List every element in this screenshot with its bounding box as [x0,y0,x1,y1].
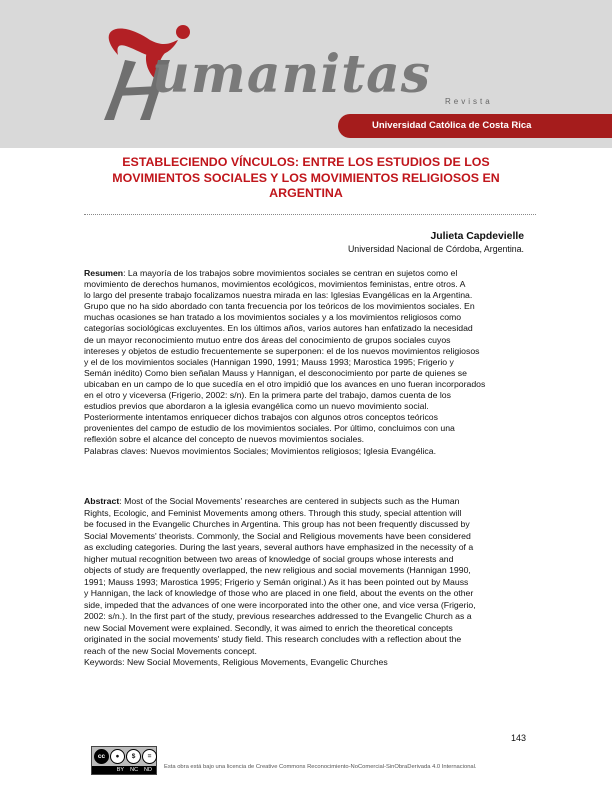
abstract-line: originated in the social movements' study field. This research concludes with a reflection about the [84,634,462,644]
cc-icon: cc [94,749,109,764]
logo-wordmark: umanitas [152,44,432,105]
author-name: Julieta Capdevielle [430,231,524,242]
article-title [90,155,522,202]
resumen-line: de un mayor reconocimiento mutuo entre dos áreas del conocimiento de grupos sociales cuyos [84,334,451,345]
creative-commons-badge[interactable] [91,746,157,775]
abstract-line: be focused in the Evangelic Churches in Argentina. This group has not been frequently discussed by [84,519,470,529]
resumen-line: intereses y objetos de estudio frecuentemente se superponen: el de los nuevos movimientos religiosos [84,345,480,356]
resumen-first-line: Resumen: La mayoría de los trabajos sobre movimientos sociales se centran en sujetos como el [84,268,458,278]
resumen-line: lo largo del presente trabajo focalizamos nuestra mirada en las: Iglesias Evangélicas en la Argentina. [84,290,473,301]
resumen-section [84,268,528,457]
title-line: ARGENTINA [269,186,343,200]
noderivatives-icon: = [142,749,157,764]
resumen-line: provenientes del campo de estudio de los movimientos sociales. Por último, concluimos con una [84,423,455,434]
license-text[interactable]: Esta obra está bajo una licencia de Creative Commons Reconocimiento-NoComercial-SinObraDerivada 4.0 Internacional. [164,764,477,770]
institution-name: Universidad Católica de Costa Rica [372,120,532,131]
resumen-line: Grupo que no ha sido abordado con tanta frecuencia por los teóricos de los movimientos sociales. En [84,301,475,312]
noncommercial-icon: $ [126,749,141,764]
resumen-line: estudios previos que abordaron a la iglesia evangélica como un nuevo movimiento social. [84,401,429,412]
resumen-line: Posteriormente intentamos enriquecer dichos trabajos con algunos otros conceptos teóricos [84,412,438,423]
abstract-line: as excluding categories. During the last years, several authors have emphasized in the necessity of a [84,542,474,552]
abstract-line: objects of study are frequently overlapped, the new religious and social movements (Hannigan 1990, [84,565,471,575]
abstract-line: new Social Movement were explained. Secondly, it was aimed to enrich the theoretical concepts [84,622,453,633]
resumen-keywords: Palabras claves: Nuevos movimientos Sociales; Movimientos religiosos; Iglesia Evangélica. [84,445,437,456]
abstract-label: Abstract [84,496,120,506]
abstract-line: Rights, Ecologic, and Feminist Movements among others. Through this study, special attention will [84,507,462,518]
resumen-line: reflexión sobre el alcance del concepto de nuevos movimientos sociales. [84,434,365,445]
logo-subtitle: Revista [445,97,493,106]
abstract-line: higher mutual recognition between two areas of knowledge of social groups whose interests and [84,553,454,564]
resumen-line: movimiento de derechos humanos, movimientos ecológicos, movimientos feministas, entre otros. A [84,279,466,290]
journal-header [0,0,612,148]
title-line: MOVIMIENTOS SOCIALES Y LOS MOVIMIENTOS RELIGIOSOS EN [112,170,500,185]
resumen-line: categorías sociológicas excluyentes. En los últimos años, varios autores han enfatizado la necesidad [84,323,473,334]
license-tag: NC [130,767,139,773]
abstract-section [84,496,528,669]
resumen-label: Resumen [84,268,124,278]
resumen-line: en el otro y viceversa (Frigerio, 2002: s/n). En la primera parte del trabajo, damos cuenta de los [84,390,451,401]
abstract-line: side, impeded that the advances of one were incorporated into the other one, and vice versa (Frigerio, [84,599,476,610]
resumen-line: muchas ocasiones se han tratado a los movimientos sociales y a los movimientos religiosos como [84,312,462,323]
resumen-line: ubicaban en un campo de lo que sucedía en el otro impidió que los avances en uno fueran incorporados [84,378,486,389]
page-number: 143 [510,733,526,743]
license-tag: ND [144,767,152,773]
abstract-line: 2002: s/n.). In the first part of the study, previous researches addressed to the Evangelic Church as a [84,611,472,621]
resumen-line: y el de los movimientos sociales (Hannigan 1990, 1991; Mauss 1993; Marostica 1995; Frigerio y [84,356,454,367]
abstract-line: reach of the new Social Movements concept. [84,645,257,656]
abstract-line: Social Movements' theorists. Commonly, the Social and Religious movements have been considered [84,530,471,541]
abstract-first-line: Abstract: Most of the Social Movements' researches are centered in subjects such as the Human [84,496,460,506]
abstract-keywords: Keywords: New Social Movements, Religious Movements, Evangelic Churches [84,657,388,667]
author-affiliation: Universidad Nacional de Córdoba, Argentina. [347,244,524,254]
license-tags [92,766,156,774]
institution-banner [338,114,612,138]
title-line: ESTABLECIENDO VÍNCULOS: ENTRE LOS ESTUDIOS DE LOS [122,155,490,169]
abstract-line: y Hannigan, the lack of knowledge of those who are placed in one field, about the events on the other [84,588,474,598]
abstract-line: 1991; Mauss 1993; Marostica 1995; Frigerio y Semán original.) As it has been pointed out by Mauss [84,576,469,587]
license-tag: BY [116,767,125,773]
resumen-line: Semán inédito) Como bien señalan Mauss y Hannigan, el desconocimiento por parte de quienes se [84,367,467,378]
divider [84,214,536,215]
attribution-icon: ● [110,749,125,764]
